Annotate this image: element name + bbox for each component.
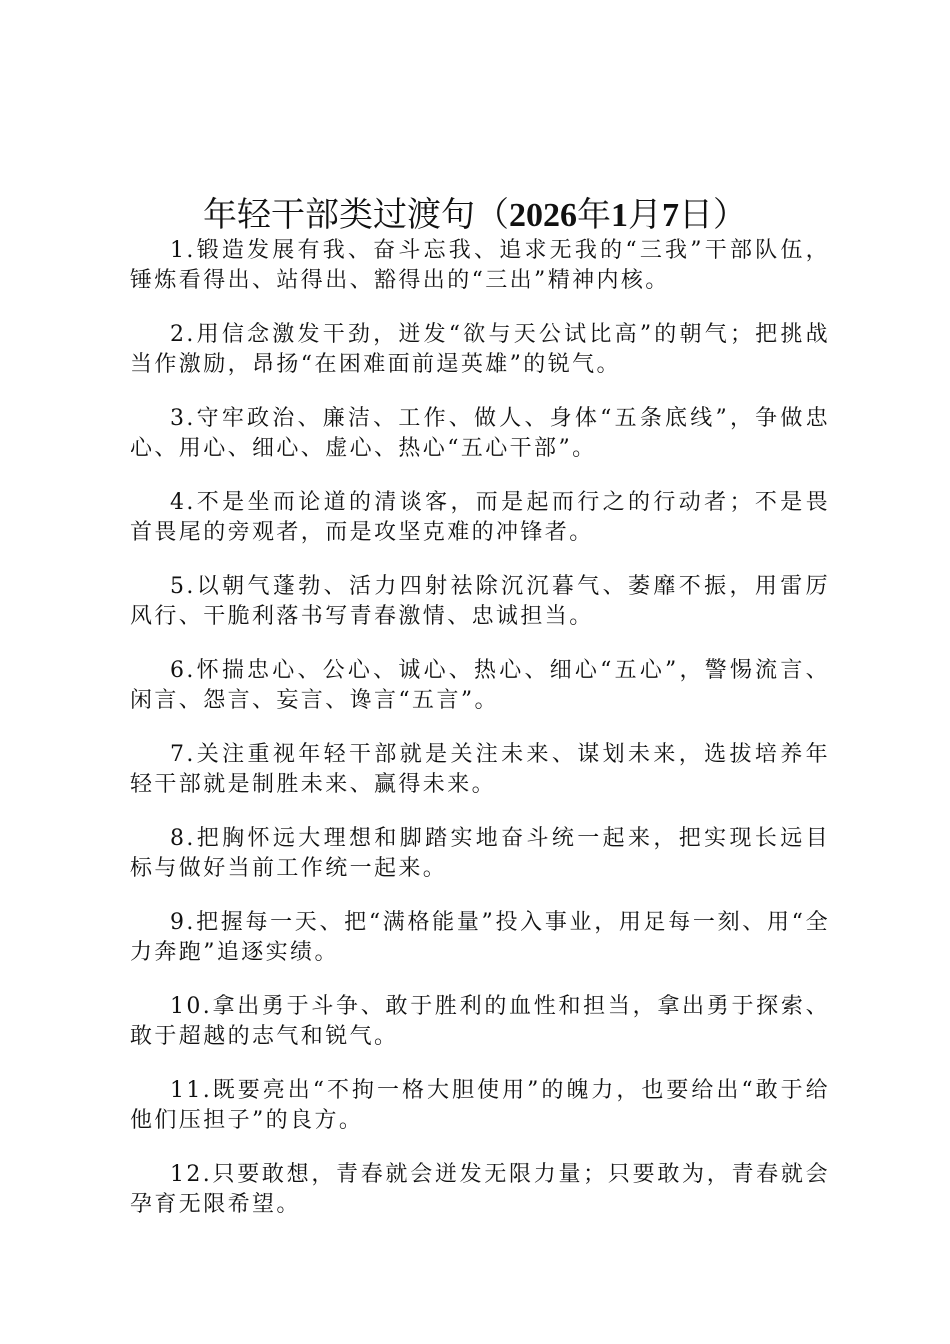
title-day: 7 <box>662 196 679 234</box>
sentence-list <box>130 236 830 1244</box>
title-year-suffix: 年 <box>577 194 611 235</box>
sentence-item: 10.拿出勇于斗争、敢于胜利的血性和担当，拿出勇于探索、敢于超越的志气和锐气。 <box>130 994 830 1049</box>
title-prefix: 年轻干部类过渡句（ <box>203 194 509 235</box>
sentence-item: 8.把胸怀远大理想和脚踏实地奋斗统一起来，把实现长远目标与做好当前工作统一起来。 <box>130 826 830 881</box>
title-day-suffix: 日） <box>679 194 747 235</box>
sentence-item: 4.不是坐而论道的清谈客，而是起而行之的行动者；不是畏首畏尾的旁观者，而是攻坚克难的冲锋者。 <box>130 490 830 545</box>
sentence-item: 6.怀揣忠心、公心、诚心、热心、细心“五心”，警惕流言、闲言、怨言、妄言、谗言“五言”。 <box>130 658 830 713</box>
sentence-item: 9.把握每一天、把“满格能量”投入事业，用足每一刻、用“全力奔跑”追逐实绩。 <box>130 910 830 965</box>
sentence-item: 3.守牢政治、廉洁、工作、做人、身体“五条底线”，争做忠心、用心、细心、虚心、热心“五心干部”。 <box>130 406 830 461</box>
page-title <box>0 191 950 240</box>
sentence-item: 11.既要亮出“不拘一格大胆使用”的魄力，也要给出“敢于给他们压担子”的良方。 <box>130 1078 830 1133</box>
sentence-item: 5.以朝气蓬勃、活力四射祛除沉沉暮气、萎靡不振，用雷厉风行、干脆利落书写青春激情、忠诚担当。 <box>130 574 830 629</box>
sentence-item: 12.只要敢想，青春就会迸发无限力量；只要敢为，青春就会孕育无限希望。 <box>130 1162 830 1217</box>
sentence-item: 7.关注重视年轻干部就是关注未来、谋划未来，选拔培养年轻干部就是制胜未来、赢得未来。 <box>130 742 830 797</box>
title-year: 2026 <box>509 196 577 234</box>
sentence-item: 1.锻造发展有我、奋斗忘我、追求无我的“三我”干部队伍，锤炼看得出、站得出、豁得出的“三出”精神内核。 <box>130 238 830 293</box>
title-month: 1 <box>611 196 628 234</box>
title-month-suffix: 月 <box>628 194 662 235</box>
sentence-item: 2.用信念激发干劲，迸发“欲与天公试比高”的朝气；把挑战当作激励，昂扬“在困难面前逞英雄”的锐气。 <box>130 322 830 377</box>
